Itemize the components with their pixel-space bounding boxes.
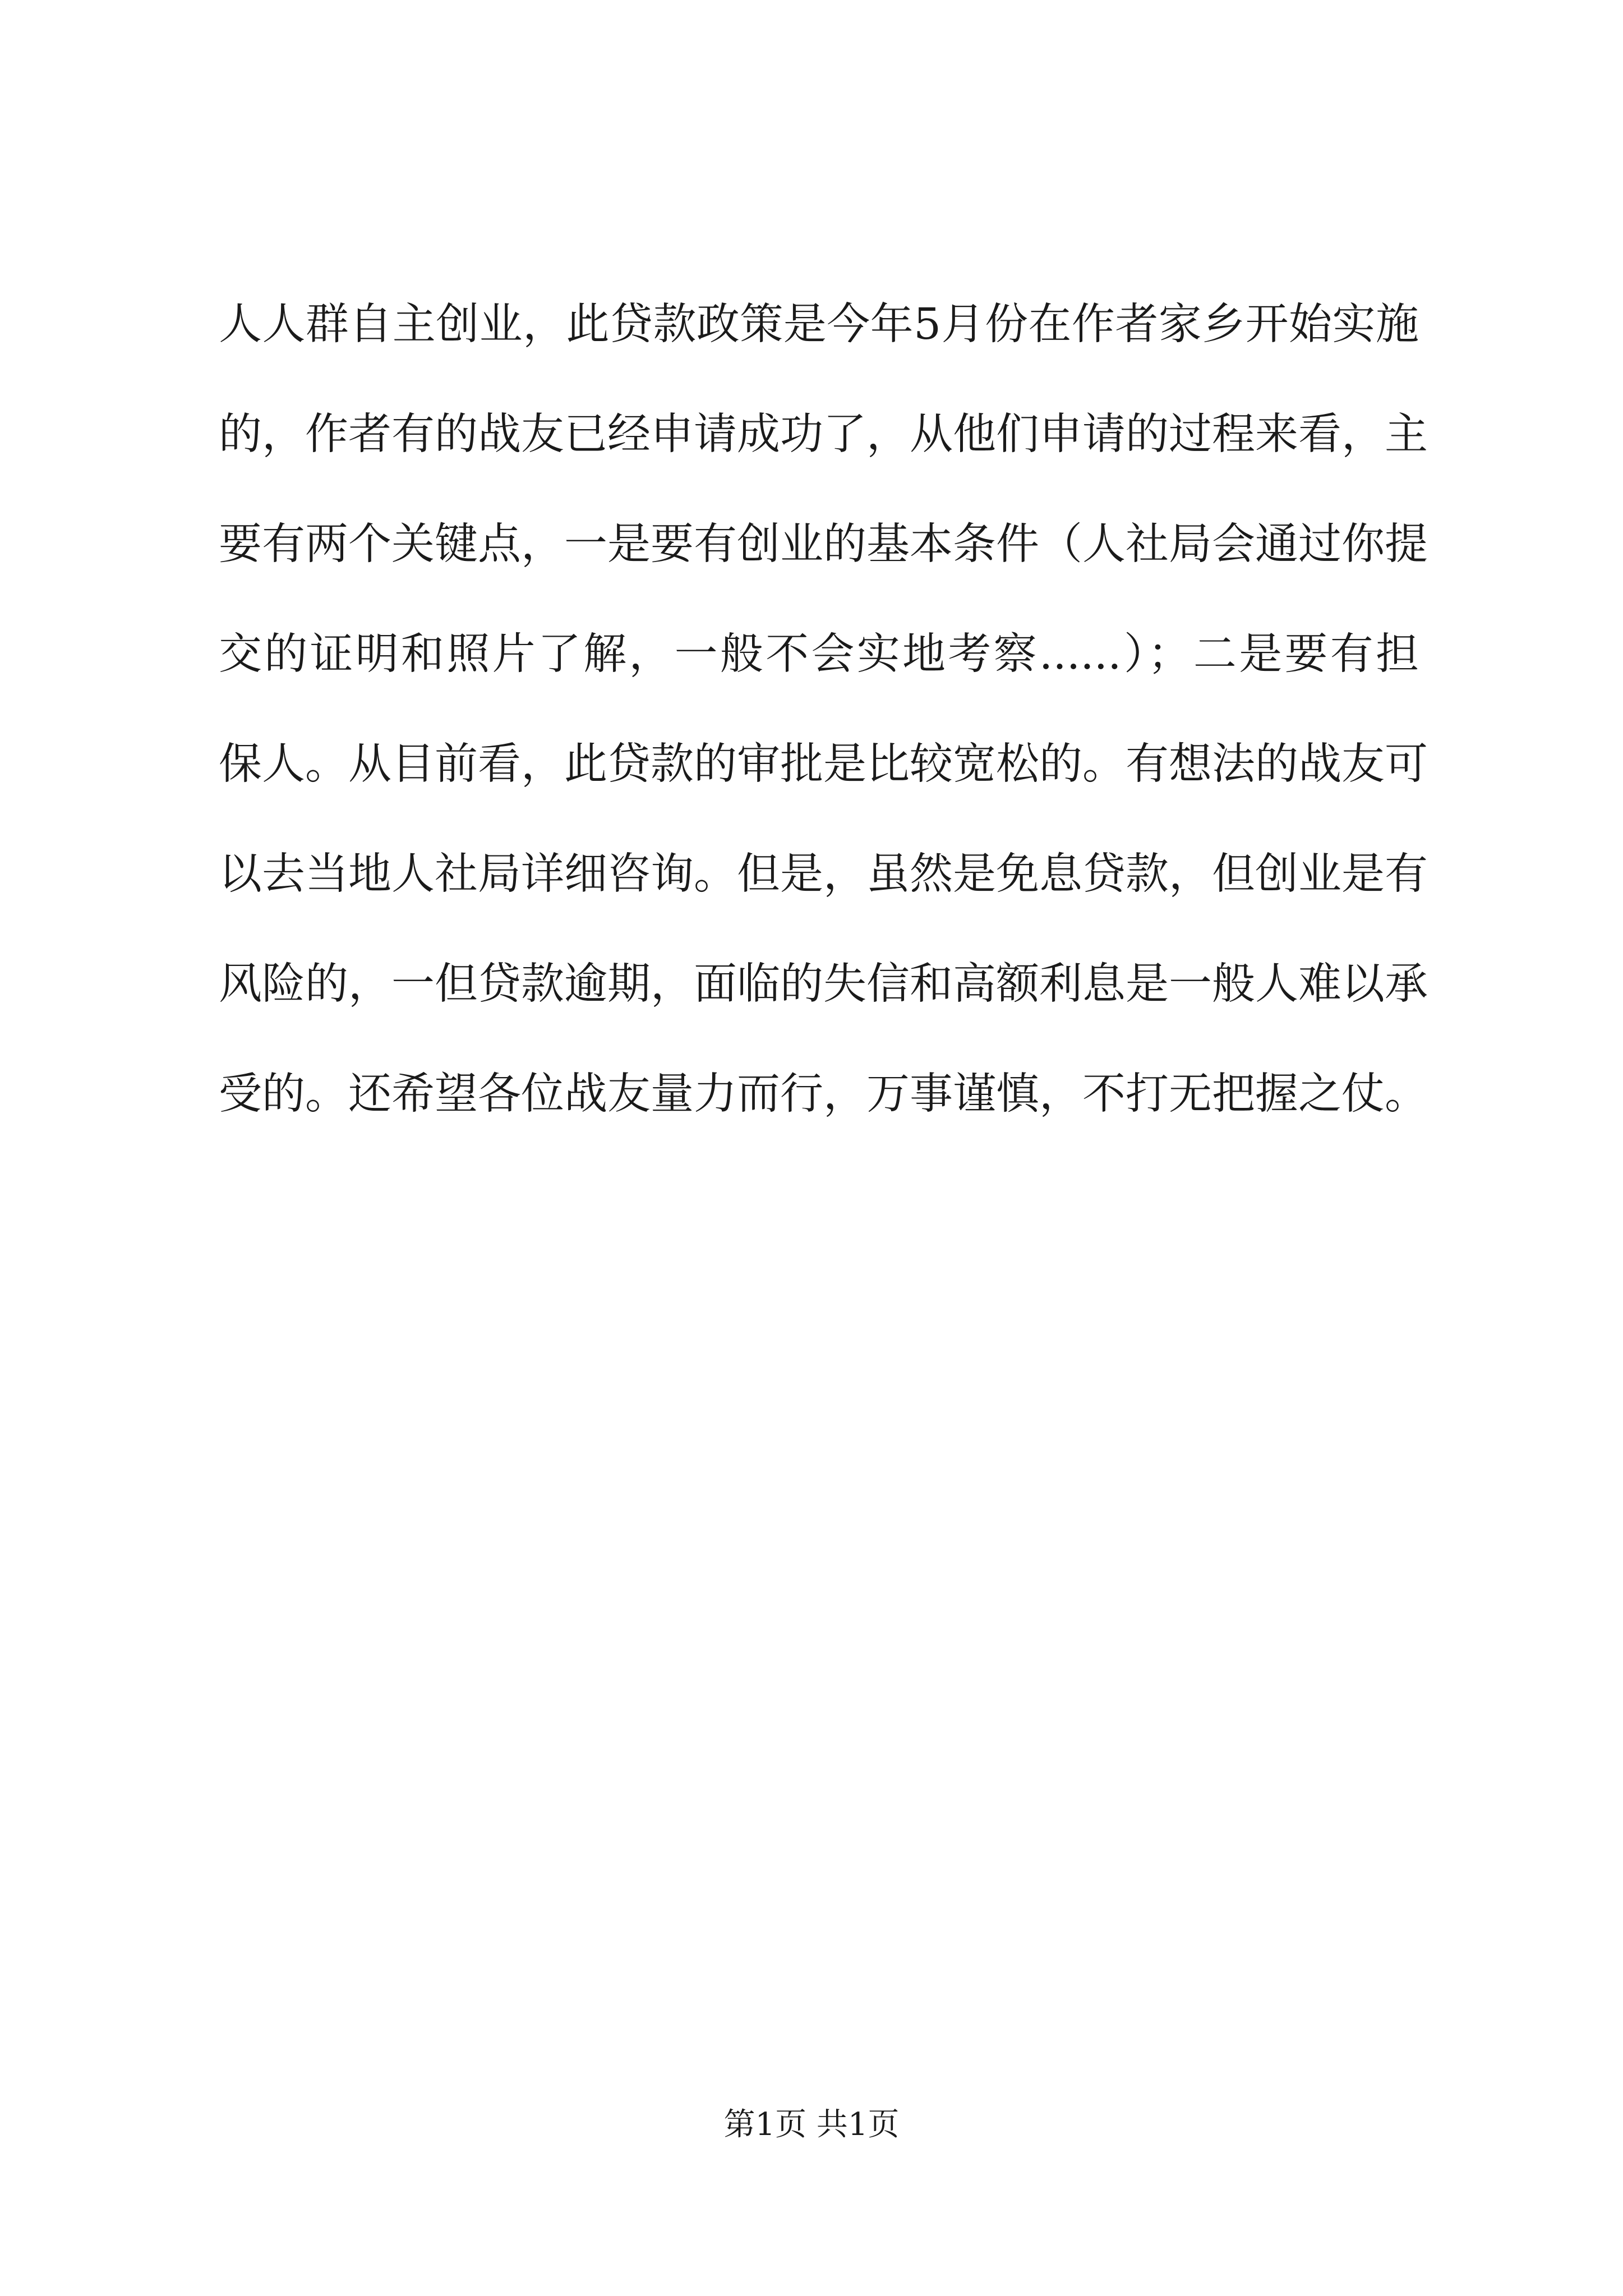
text-line: 受的。还希望各位战友量力而行，万事谨慎，不打无把握之仗。 [219,1069,1428,1119]
text-line: 要有两个关键点，一是要有创业的基本条件（人社局会通过你提 [219,519,1428,569]
text-line: 交的证明和照片了解，一般不会实地考察......）；二是要有担 [219,629,1419,679]
text-line: 保人。从目前看，此贷款的审批是比较宽松的。有想法的战友可 [219,739,1428,789]
page-number-footer: 第1页 共1页 [723,2106,900,2143]
text-line: 人人群自主创业，此贷款政策是今年5月份在作者家乡开始实施 [219,300,1419,349]
text-line: 风险的，一但贷款逾期，面临的失信和高额利息是一般人难以承 [219,959,1428,1009]
text-line: 的，作者有的战友已经申请成功了，从他们申请的过程来看，主 [219,409,1428,459]
text-line: 以去当地人社局详细咨询。但是，虽然是免息贷款，但创业是有 [219,849,1428,899]
body-paragraph [219,300,1428,1182]
